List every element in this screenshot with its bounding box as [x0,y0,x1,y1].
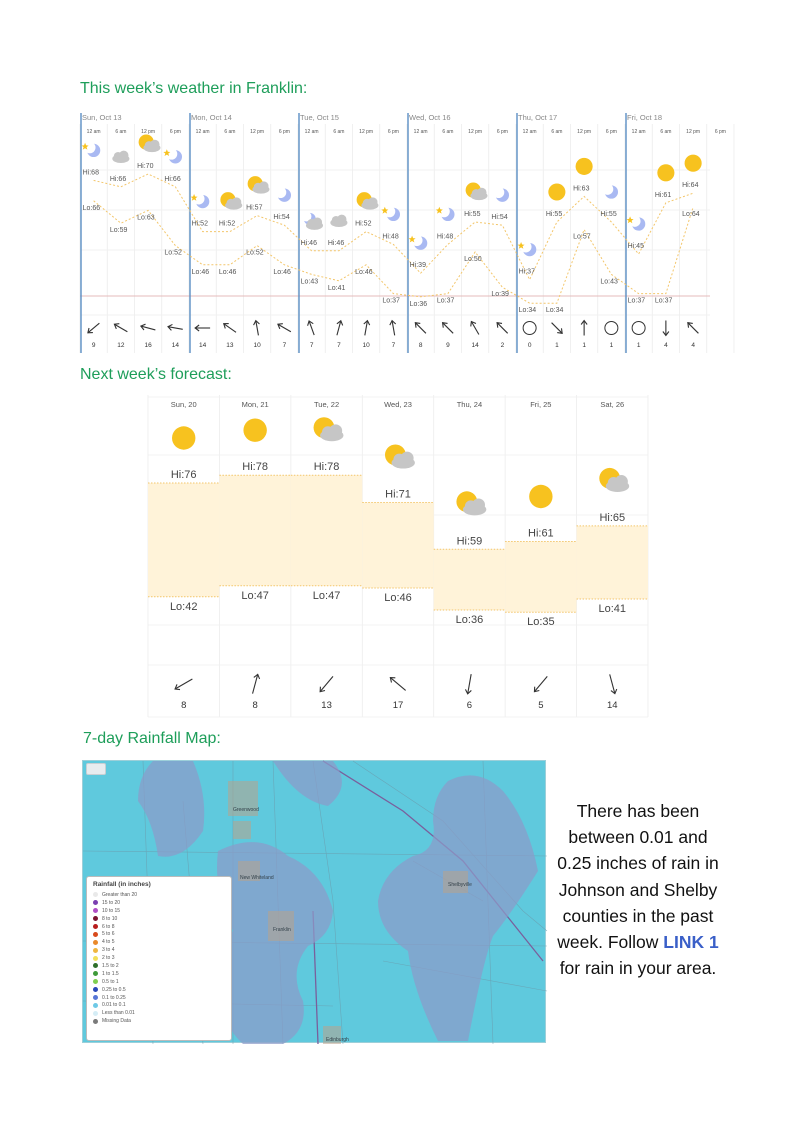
legend-swatch [93,948,98,953]
rainfall-map[interactable] [82,760,546,1043]
hi-label: Hi:64 [682,182,699,190]
wind-speed: 12 [117,342,125,349]
hi-label: Hi:65 [599,511,626,524]
lo-label: Lo:43 [600,278,618,286]
lo-label: Lo:36 [409,300,428,308]
temp-range-bar [291,475,362,586]
legend-item [93,978,225,986]
hour-label: 12 pm [141,129,156,135]
wind-speed: 8 [252,700,258,711]
hi-label: Hi:46 [327,239,345,247]
wind-arrow-icon [250,674,261,695]
hi-label: Hi:48 [382,233,399,241]
legend-swatch [93,971,98,976]
weather-icon [82,142,101,157]
day-label: Fri, Oct 18 [627,113,663,122]
hour-label: 12 am [304,129,319,135]
legend-swatch [93,908,98,913]
wind-speed: 1 [609,342,614,349]
hi-label: Hi:46 [300,239,317,247]
hour-label: 6 am [442,129,454,135]
legend-label: 0.5 to 1 [102,978,119,985]
wind-speed: 14 [471,342,479,349]
wind-speed: 13 [321,700,332,711]
legend-item [93,915,225,923]
temp-range-bar [148,483,219,597]
place-label: Greenwood [233,807,259,813]
wind-arrow-icon [686,321,701,336]
weather-icon [576,158,593,175]
weather-icon [163,148,182,163]
legend-item [93,946,225,954]
weather-icon [330,215,347,227]
wind-speed: 17 [392,700,404,711]
wind-arrow-icon [413,321,428,336]
lo-label: Lo:57 [573,233,591,241]
legend-swatch [93,979,98,984]
legend-swatch [93,916,98,921]
hour-label: 6 am [333,129,345,135]
hour-label: 12 pm [577,129,592,135]
hi-label: Hi:37 [518,268,535,276]
wind-speed: 14 [199,342,207,349]
place-label: Shelbyville [448,882,472,888]
wind-speed: 7 [391,342,396,349]
hour-label: 6 am [115,129,127,135]
wind-arrow-icon [306,320,317,336]
hi-label: Hi:78 [313,461,340,474]
day-label: Sun, 20 [170,400,197,409]
rain-summary-after: for rain in your area. [559,958,717,979]
hourly-forecast-chart [80,110,726,355]
wind-speed: 6 [466,700,473,711]
hi-label: Hi:54 [491,214,508,222]
legend-label: 0.01 to 0.1 [102,1002,126,1009]
wind-arrow-icon [440,321,455,336]
lo-label: Lo:37 [627,297,646,305]
hi-label: Hi:39 [409,262,426,270]
day-label: Wed, Oct 16 [409,113,451,122]
day-label: Thu, 24 [456,400,483,409]
legend-swatch [93,963,98,968]
hi-label: Hi:48 [436,233,454,241]
wind-arrow-icon [167,324,183,333]
wind-arrow-icon [195,325,210,331]
legend-swatch [93,932,98,937]
lo-label: Lo:42 [169,600,198,613]
weather-icon [518,241,537,256]
legend-item [93,930,225,938]
hi-label: Hi:76 [170,469,197,481]
legend-swatch [93,892,98,897]
place-label: New Whiteland [240,875,274,881]
temp-range-bar [505,542,576,613]
hi-label: Hi:66 [109,175,127,183]
hour-label: 12 pm [250,129,265,135]
weather-icon [139,135,161,153]
legend-label: 6 to 8 [102,923,115,930]
temp-range-bar [577,526,648,599]
lo-label: Lo:47 [241,589,269,602]
legend-label: 5 to 6 [102,931,115,938]
weather-icon [627,215,646,230]
legend-label: 1 to 1.5 [102,970,119,977]
legend-item [93,986,225,994]
weather-icon [548,183,565,200]
wind-arrow-icon [362,320,371,336]
legend-item [93,891,225,899]
lo-label: Lo:63 [137,214,155,222]
wind-speed: 7 [282,342,287,349]
hi-label: Hi:52 [218,220,236,228]
wind-arrow-icon [334,320,344,336]
wind-speed: 14 [171,342,179,349]
weather-icon [456,491,486,515]
legend-item [93,899,225,907]
hi-label: Hi:78 [242,461,268,474]
wind-arrow-icon [549,321,564,336]
lo-label: Lo:66 [82,204,101,212]
legend-swatch [93,1003,98,1008]
weather-icon [301,211,323,230]
weather-icon [275,187,291,202]
hi-label: Hi:55 [545,211,563,218]
wind-arrow-icon [318,674,335,693]
day-label: Thu, Oct 17 [518,113,558,122]
hour-label: 6 pm [605,129,617,135]
hour-label: 6 am [224,129,236,135]
lo-label: Lo:39 [491,291,509,299]
wind-speed: 1 [582,342,586,349]
wind-speed: 8 [181,700,187,711]
legend-item [93,907,225,915]
lo-label: Lo:46 [355,268,373,276]
rain-area-east [378,775,538,1041]
wind-arrow-icon [469,320,482,336]
rain-area-central [215,842,333,1044]
lo-label: Lo:46 [218,268,237,276]
hi-label: Hi:59 [456,535,483,548]
hour-label: 12 am [631,129,646,135]
weather-icon [599,468,629,492]
hour-label: 6 am [551,129,563,135]
hi-label: Hi:70 [137,163,154,170]
next-week-heading: Next week’s forecast: [80,366,232,383]
legend-item [93,1001,225,1009]
hour-label: 12 pm [686,129,701,135]
legend-label: 0.25 to 0.5 [102,986,126,993]
wind-arrow-icon [663,321,669,336]
lo-label: Lo:46 [273,268,291,276]
legend-item [93,954,225,962]
layers-icon[interactable] [86,763,106,775]
weather-icon [248,176,270,194]
place-label: Franklin [273,927,291,933]
legend-item [93,970,225,978]
lo-label: Lo:34 [518,307,537,315]
lo-label: Lo:37 [654,297,673,305]
daily-forecast-chart [148,395,648,717]
weather-icon [385,445,415,469]
wind-speed: 13 [226,342,234,349]
lo-label: Lo:37 [382,297,400,305]
weather-icon [409,235,428,250]
wind-speed: 0 [527,342,532,349]
day-label: Fri, 25 [530,400,552,409]
lo-label: Lo:64 [682,211,700,219]
wind-speed: 7 [309,342,314,349]
day-label: Tue, 22 [313,400,340,409]
temp-range-bar [434,549,505,610]
wind-speed: 7 [337,342,341,349]
legend-label: 0.1 to 0.25 [102,994,126,1001]
lo-label: Lo:41 [598,603,627,615]
wind-arrow-icon [495,321,510,336]
weather-icon [112,151,129,163]
hi-label: Hi:63 [573,185,590,193]
temp-range-bar [362,503,433,589]
legend-swatch [93,900,98,905]
calm-wind-icon [523,322,536,335]
legend-item [93,962,225,970]
day-label: Mon, 21 [241,400,269,409]
weather-icon [191,193,210,208]
calm-wind-icon [632,322,645,335]
legend-swatch [93,940,98,945]
wind-arrow-icon [465,674,474,695]
legend-title: Rainfall (in inches) [93,881,151,888]
wind-arrow-icon [253,320,262,336]
lo-label: Lo:36 [455,614,484,626]
rain-map-heading: 7-day Rainfall Map: [83,730,221,747]
hi-label: Hi:55 [600,211,617,218]
legend-label: 10 to 15 [102,907,121,914]
weather-icon [602,183,618,198]
legend-label: Less than 0.01 [102,1010,135,1017]
weather-icon [685,155,702,172]
lo-label: Lo:41 [327,284,346,292]
hi-label: Hi:71 [385,488,411,501]
hi-label: Hi:68 [82,169,99,177]
wind-arrow-icon [607,674,618,695]
lo-label: Lo:50 [464,256,482,263]
day-label: Sun, Oct 13 [82,113,122,122]
legend-swatch [93,1011,98,1016]
legend-swatch [93,987,98,992]
rain-summary-before: There has been between 0.01 and 0.25 inches of rain in Johnson and Shelby counties in the past week. Follow [557,801,719,953]
wind-arrow-icon [174,676,194,691]
wind-speed: 16 [144,342,152,349]
wind-speed: 5 [538,700,544,711]
legend-label: Missing Data [102,1018,131,1025]
wind-speed: 2 [500,342,505,349]
legend-item [93,1017,225,1025]
legend-item [93,923,225,931]
legend-swatch [93,995,98,1000]
wind-speed: 14 [606,700,618,711]
wind-speed: 1 [555,342,559,349]
rainfall-legend [86,876,232,1041]
lo-label: Lo:52 [246,249,264,257]
wind-arrow-icon [532,674,549,693]
legend-label: 1.5 to 2 [102,962,119,969]
legend-swatch [93,956,98,961]
rain-area-west [138,761,204,857]
place-label: Edinburgh [326,1037,349,1043]
hour-label: 12 am [195,129,210,135]
rain-summary-text [553,798,723,981]
day-label: Sat, 26 [600,400,625,409]
lo-label: Lo:37 [436,297,455,305]
lo-label: Lo:46 [191,268,210,276]
hour-label: 6 pm [278,129,290,135]
lo-label: Lo:34 [545,307,564,315]
weather-icon [529,485,552,508]
lo-label: Lo:47 [312,589,341,602]
wind-arrow-icon [581,321,587,336]
wind-arrow-icon [113,322,129,335]
hi-label: Hi:45 [627,243,644,250]
lo-label: Lo:35 [527,616,555,629]
weather-icon [314,417,344,441]
weather-icon [493,187,509,202]
hi-label: Hi:57 [246,204,263,212]
wind-speed: 10 [362,342,370,349]
temp-range-bar [219,475,290,586]
hour-label: 6 pm [169,129,181,135]
weather-icon [381,206,400,221]
hi-label: Hi:66 [164,175,181,183]
legend-list [93,891,225,1025]
rain-area-north [273,761,342,806]
legend-label: 4 to 5 [102,939,115,946]
calm-wind-icon [605,322,618,335]
legend-label: 3 to 4 [102,947,115,954]
hour-label: 12 am [86,129,101,135]
day-label: Tue, Oct 15 [300,113,339,122]
lo-label: Lo:46 [384,592,412,604]
hour-label: 6 am [660,129,672,135]
lo-label: Lo:59 [109,227,128,235]
hour-label: 12 pm [359,129,374,135]
day-label: Wed, 23 [384,400,412,409]
lo-label: Lo:52 [164,249,182,257]
wind-arrow-icon [140,323,156,333]
hour-label: 6 pm [496,129,508,135]
hi-label: Hi:52 [355,220,372,228]
wind-speed: 9 [91,342,96,349]
day-label: Mon, Oct 14 [191,113,232,122]
legend-label: 15 to 20 [102,899,121,906]
hi-label: Hi:61 [528,527,554,540]
hi-label: Hi:55 [464,211,481,218]
hi-label: Hi:52 [191,220,208,228]
this-week-heading: This week’s weather in Franklin: [80,80,308,97]
legend-item [93,938,225,946]
hour-label: 6 pm [387,129,399,135]
wind-arrow-icon [222,321,238,335]
wind-speed: 8 [418,342,423,349]
weather-icon [357,192,379,210]
weather-icon [466,183,488,201]
wind-speed: 4 [691,342,695,349]
weather-icon [436,206,455,221]
hour-label: 12 am [522,129,537,135]
legend-swatch [93,1019,98,1024]
weather-icon [220,192,242,210]
hi-label: Hi:61 [654,191,672,199]
legend-swatch [93,924,98,929]
hour-label: 6 pm [714,129,726,135]
legend-label: 8 to 10 [102,915,118,922]
wind-arrow-icon [388,675,407,692]
wind-speed: 4 [664,342,668,349]
hi-label: Hi:54 [273,214,290,222]
rain-link[interactable]: LINK 1 [663,932,719,953]
legend-label: 2 to 3 [102,955,115,962]
wind-arrow-icon [276,322,292,335]
wind-speed: 1 [636,342,641,349]
hour-label: 12 pm [468,129,483,135]
legend-item [93,1009,225,1017]
weather-icon [657,164,674,181]
lo-label: Lo:43 [300,278,319,286]
wind-arrow-icon [86,321,101,335]
wind-arrow-icon [389,320,398,336]
hour-label: 12 am [413,129,428,135]
weather-icon [243,419,266,442]
weather-icon [172,426,195,449]
legend-item [93,994,225,1002]
wind-speed: 9 [446,342,450,349]
legend-label: Greater than 20 [102,891,138,898]
wind-speed: 10 [253,342,261,349]
